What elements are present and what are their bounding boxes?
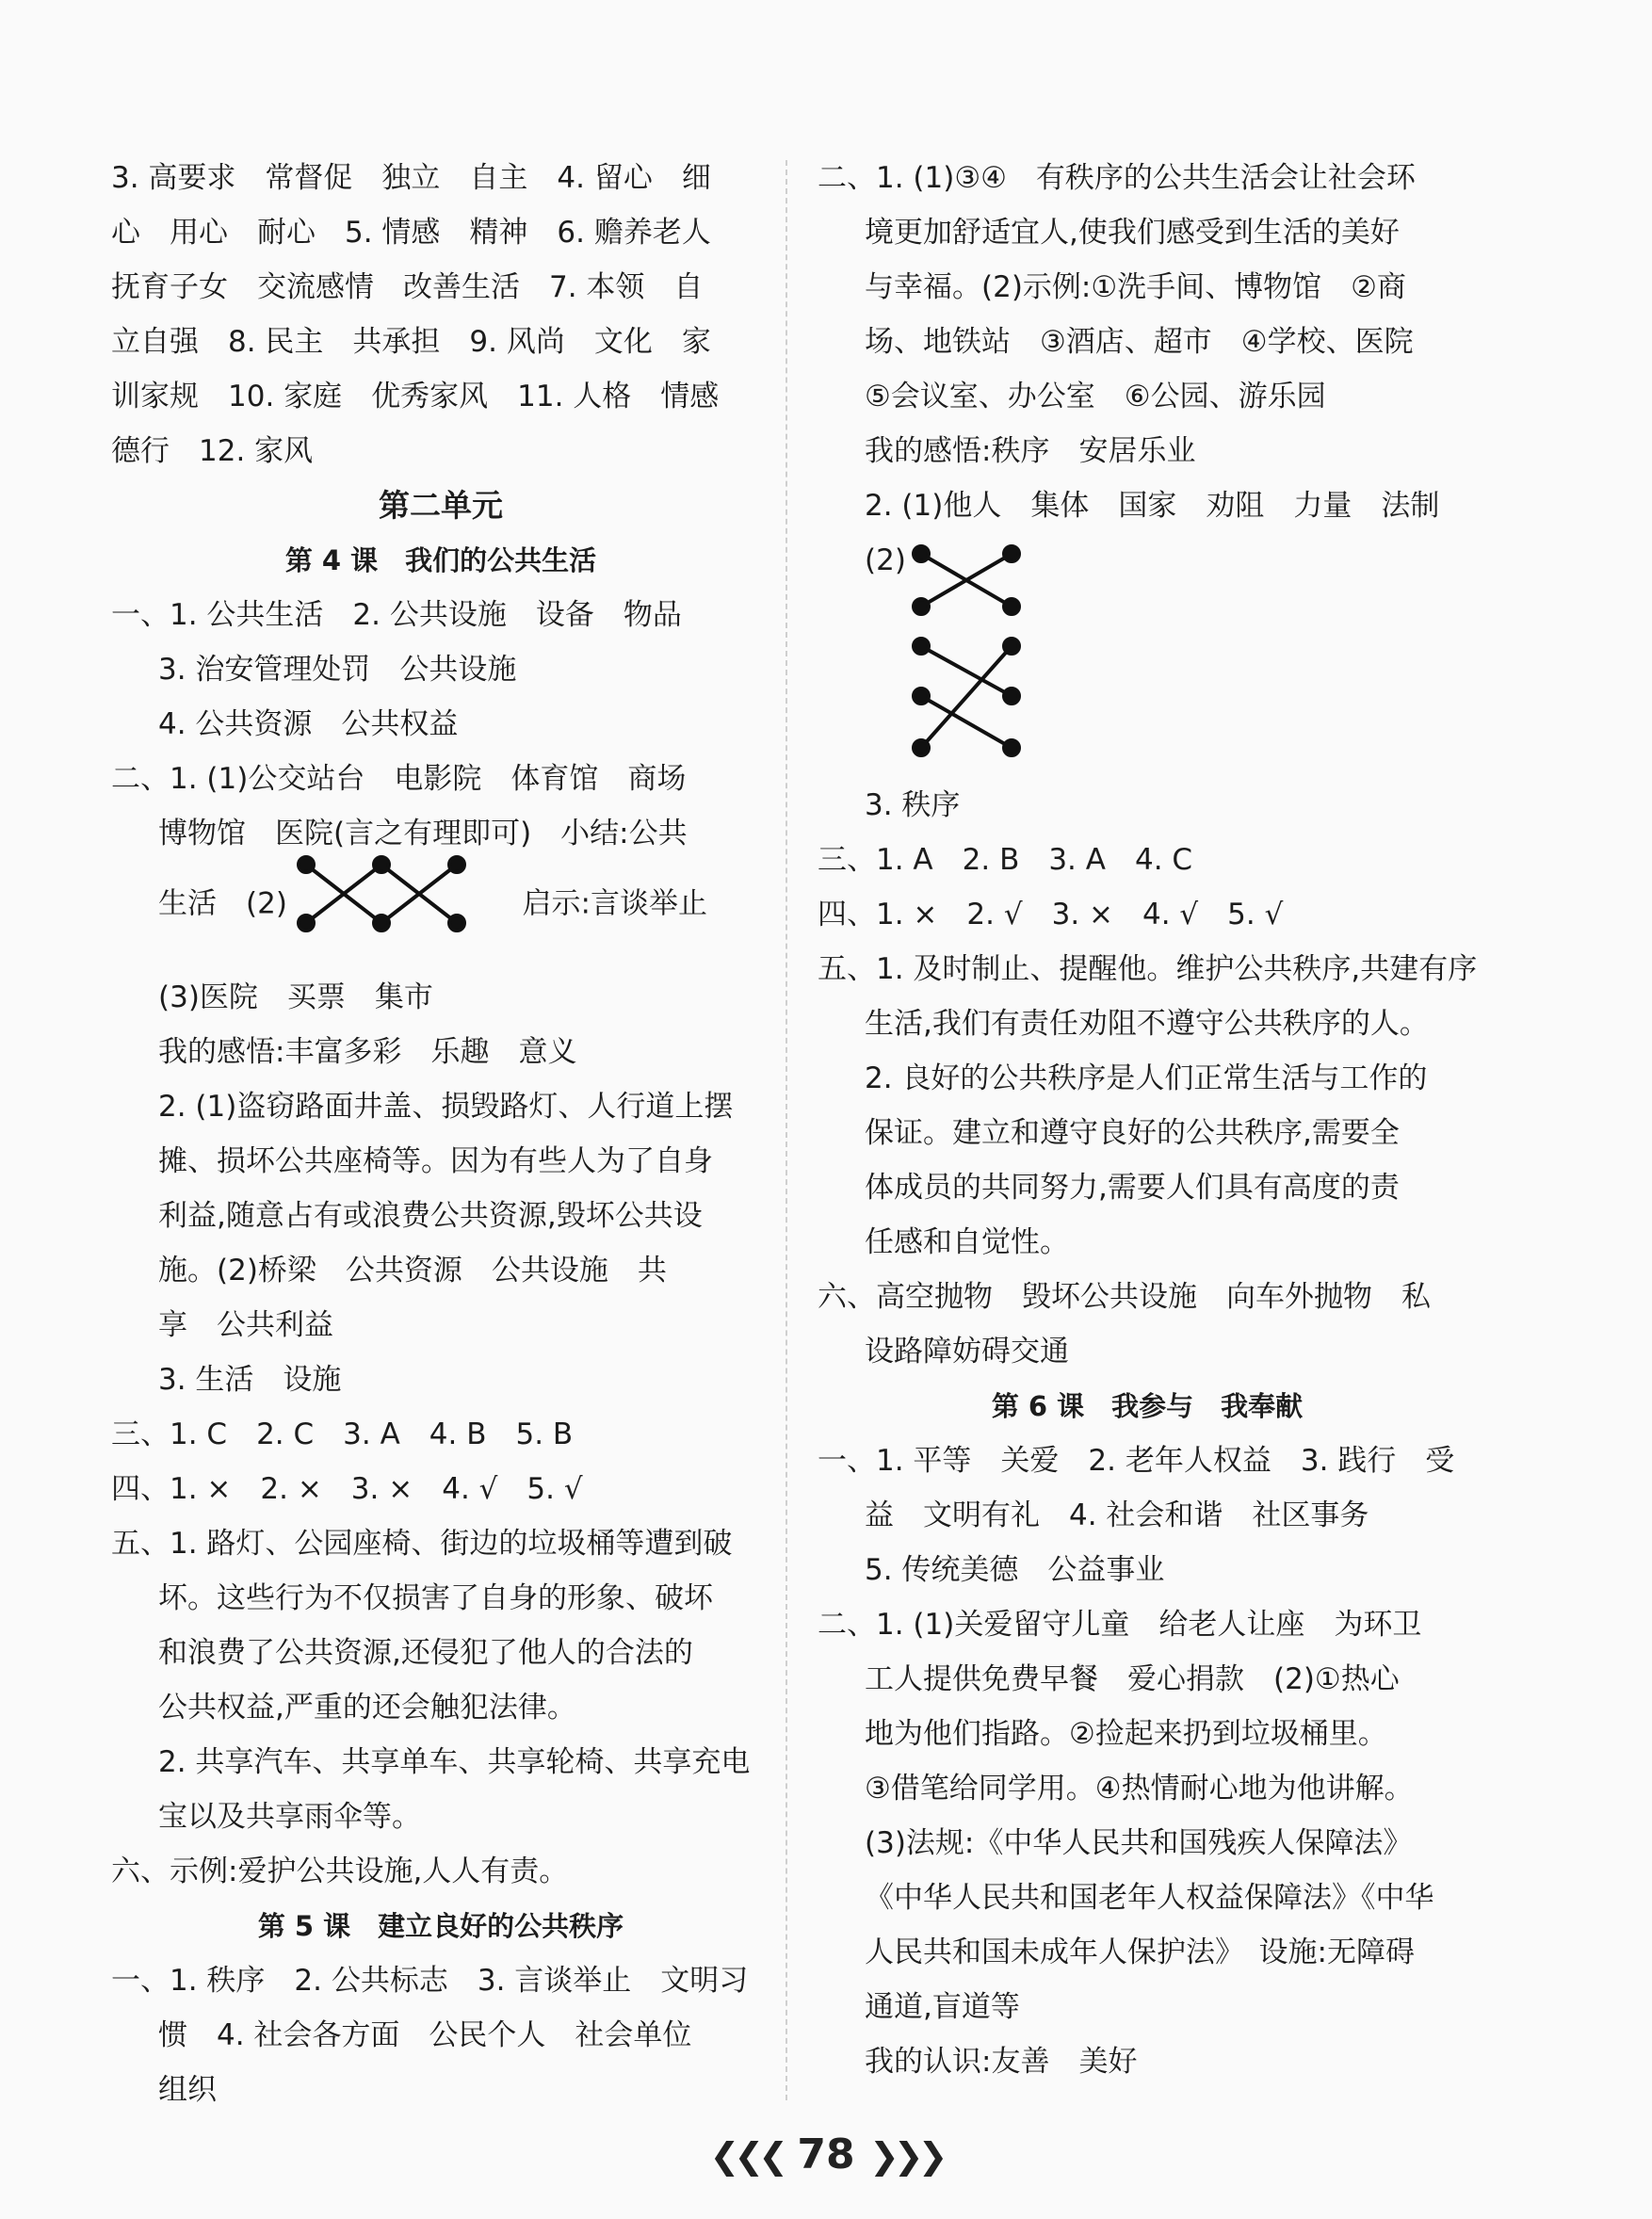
text-line: 工人提供免费早餐 爱心捐款 (2)①热心 xyxy=(865,1662,1400,1696)
text-line: 二、1. (1)③④ 有秩序的公共生活会让社会环 xyxy=(818,161,1416,195)
text-line: 人民共和国未成年人保护法》 设施:无障碍 xyxy=(865,1936,1415,1969)
text-line: 《中华人民共和国老年人权益保障法》《中华 xyxy=(865,1881,1434,1915)
text-line: 生活,我们有责任劝阻不遵守公共秩序的人。 xyxy=(865,1007,1429,1041)
matching-diagram xyxy=(297,855,476,949)
text-line: 3. 生活 设施 xyxy=(158,1363,342,1397)
text-line: 4. 公共资源 公共权益 xyxy=(158,707,459,741)
text-line: 二、1. (1)关爱留守儿童 给老人让座 为环卫 xyxy=(818,1608,1422,1642)
text-line: 六、高空抛物 毁坏公共设施 向车外抛物 私 xyxy=(818,1280,1431,1314)
text-line: 三、1. C 2. C 3. A 4. B 5. B xyxy=(111,1417,574,1451)
column-divider xyxy=(786,160,787,2100)
unit-heading: 第二单元 xyxy=(379,487,503,524)
text-line: 一、1. 平等 关爱 2. 老年人权益 3. 践行 受 xyxy=(818,1444,1455,1478)
chevron-left-icon: ❮❮❮ xyxy=(709,2135,784,2177)
text-line: 2. (1)盗窃路面井盖、损毁路灯、人行道上摆 xyxy=(158,1090,734,1124)
text-line: 3. 高要求 常督促 独立 自主 4. 留心 细 xyxy=(111,161,711,195)
text-line: 心 用心 耐心 5. 情感 精神 6. 赡养老人 xyxy=(111,216,711,250)
chevron-right-icon: ❯❯❯ xyxy=(868,2135,943,2177)
text-segment: 启示:言谈举止 xyxy=(522,886,707,921)
text-line: 抚育子女 交流感情 改善生活 7. 本领 自 xyxy=(111,270,704,304)
text-segment: (2) xyxy=(865,543,906,577)
text-line: 设路障妨碍交通 xyxy=(865,1335,1069,1369)
text-line: 场、地铁站 ③酒店、超市 ④学校、医院 xyxy=(865,325,1414,359)
text-line: (3)法规:《中华人民共和国残疾人保障法》 xyxy=(865,1826,1413,1860)
text-line: 保证。建立和遵守良好的公共秩序,需要全 xyxy=(865,1116,1400,1150)
text-line: 我的感悟:秩序 安居乐业 xyxy=(865,434,1196,468)
text-line: 和浪费了公共资源,还侵犯了他人的合法的 xyxy=(158,1636,693,1670)
text-line: 体成员的共同努力,需要人们具有高度的责 xyxy=(865,1171,1400,1205)
text-line: 二、1. (1)公交站台 电影院 体育馆 商场 xyxy=(111,762,687,796)
page-footer xyxy=(0,2130,1652,2179)
text-line: 德行 12. 家风 xyxy=(111,434,314,468)
text-line: 五、1. 及时制止、提醒他。维护公共秩序,共建有序 xyxy=(818,952,1478,986)
text-line: 利益,随意占有或浪费公共资源,毁坏公共设 xyxy=(158,1199,703,1233)
text-line: 四、1. × 2. × 3. × 4. √ 5. √ xyxy=(111,1472,583,1506)
text-line: 益 文明有礼 4. 社会和谐 社区事务 xyxy=(865,1498,1369,1532)
text-line: 通道,盲道等 xyxy=(865,1990,1020,2024)
text-line: 惯 4. 社会各方面 公民个人 社会单位 xyxy=(158,2018,692,2052)
text-line: 宝以及共享雨伞等。 xyxy=(158,1800,421,1834)
text-line: 一、1. 公共生活 2. 公共设施 设备 物品 xyxy=(111,598,682,632)
text-line: 3. 秩序 xyxy=(865,788,961,822)
text-line: 四、1. × 2. √ 3. × 4. √ 5. √ xyxy=(818,898,1284,931)
text-line: 公共权益,严重的还会触犯法律。 xyxy=(158,1691,576,1725)
text-line: 训家规 10. 家庭 优秀家风 11. 人格 情感 xyxy=(111,380,720,413)
text-line: 2. (1)他人 集体 国家 劝阻 力量 法制 xyxy=(865,489,1440,523)
text-line: 享 公共利益 xyxy=(158,1308,333,1342)
text-line-with-diagram xyxy=(818,533,1477,778)
lesson-heading: 第 6 课 我参与 我奉献 xyxy=(991,1390,1304,1422)
text-line: (3)医院 买票 集市 xyxy=(158,980,433,1014)
text-line: 三、1. A 2. B 3. A 4. C xyxy=(818,843,1193,877)
text-line: 地为他们指路。②捡起来扔到垃圾桶里。 xyxy=(865,1717,1387,1751)
text-line: 博物馆 医院(言之有理即可) 小结:公共 xyxy=(158,817,688,850)
right-column xyxy=(818,151,1477,2089)
text-line: 摊、损坏公共座椅等。因为有些人为了自身 xyxy=(158,1144,713,1178)
text-line: 一、1. 秩序 2. 公共标志 3. 言谈举止 文明习 xyxy=(111,1964,749,1998)
text-line: 坏。这些行为不仅损害了自身的形象、破坏 xyxy=(158,1581,713,1615)
page-number: 78 xyxy=(797,2130,855,2179)
text-line: 与幸福。(2)示例:①洗手间、博物馆 ②商 xyxy=(865,270,1406,304)
text-line: ⑤会议室、办公室 ⑥公园、游乐园 xyxy=(865,380,1326,413)
text-line: 五、1. 路灯、公园座椅、街边的垃圾桶等遭到破 xyxy=(111,1527,733,1561)
text-line: 我的感悟:丰富多彩 乐趣 意义 xyxy=(158,1035,577,1069)
matching-diagram xyxy=(908,541,1040,776)
text-line: 2. 共享汽车、共享单车、共享轮椅、共享充电 xyxy=(158,1745,751,1779)
text-line: 境更加舒适宜人,使我们感受到生活的美好 xyxy=(865,216,1400,250)
text-line: 任感和自觉性。 xyxy=(865,1225,1069,1259)
text-line: ③借笔给同学用。④热情耐心地为他讲解。 xyxy=(865,1772,1414,1806)
left-column xyxy=(111,151,770,2117)
text-line: 2. 良好的公共秩序是人们正常生活与工作的 xyxy=(865,1061,1428,1095)
text-line: 我的认识:友善 美好 xyxy=(865,2045,1138,2079)
text-line: 六、示例:爱护公共设施,人人有责。 xyxy=(111,1855,569,1888)
text-line: 立自强 8. 民主 共承担 9. 风尚 文化 家 xyxy=(111,325,711,359)
lesson-heading: 第 4 课 我们的公共生活 xyxy=(284,544,597,576)
text-line-with-diagram xyxy=(111,861,770,970)
text-line: 5. 传统美德 公益事业 xyxy=(865,1553,1165,1587)
text-segment: 生活 (2) xyxy=(158,886,287,921)
lesson-heading: 第 5 课 建立良好的公共秩序 xyxy=(257,1910,624,1942)
text-line: 组织 xyxy=(158,2073,217,2107)
text-line: 3. 治安管理处罚 公共设施 xyxy=(158,653,517,687)
text-line: 施。(2)桥梁 公共资源 公共设施 共 xyxy=(158,1254,667,1288)
